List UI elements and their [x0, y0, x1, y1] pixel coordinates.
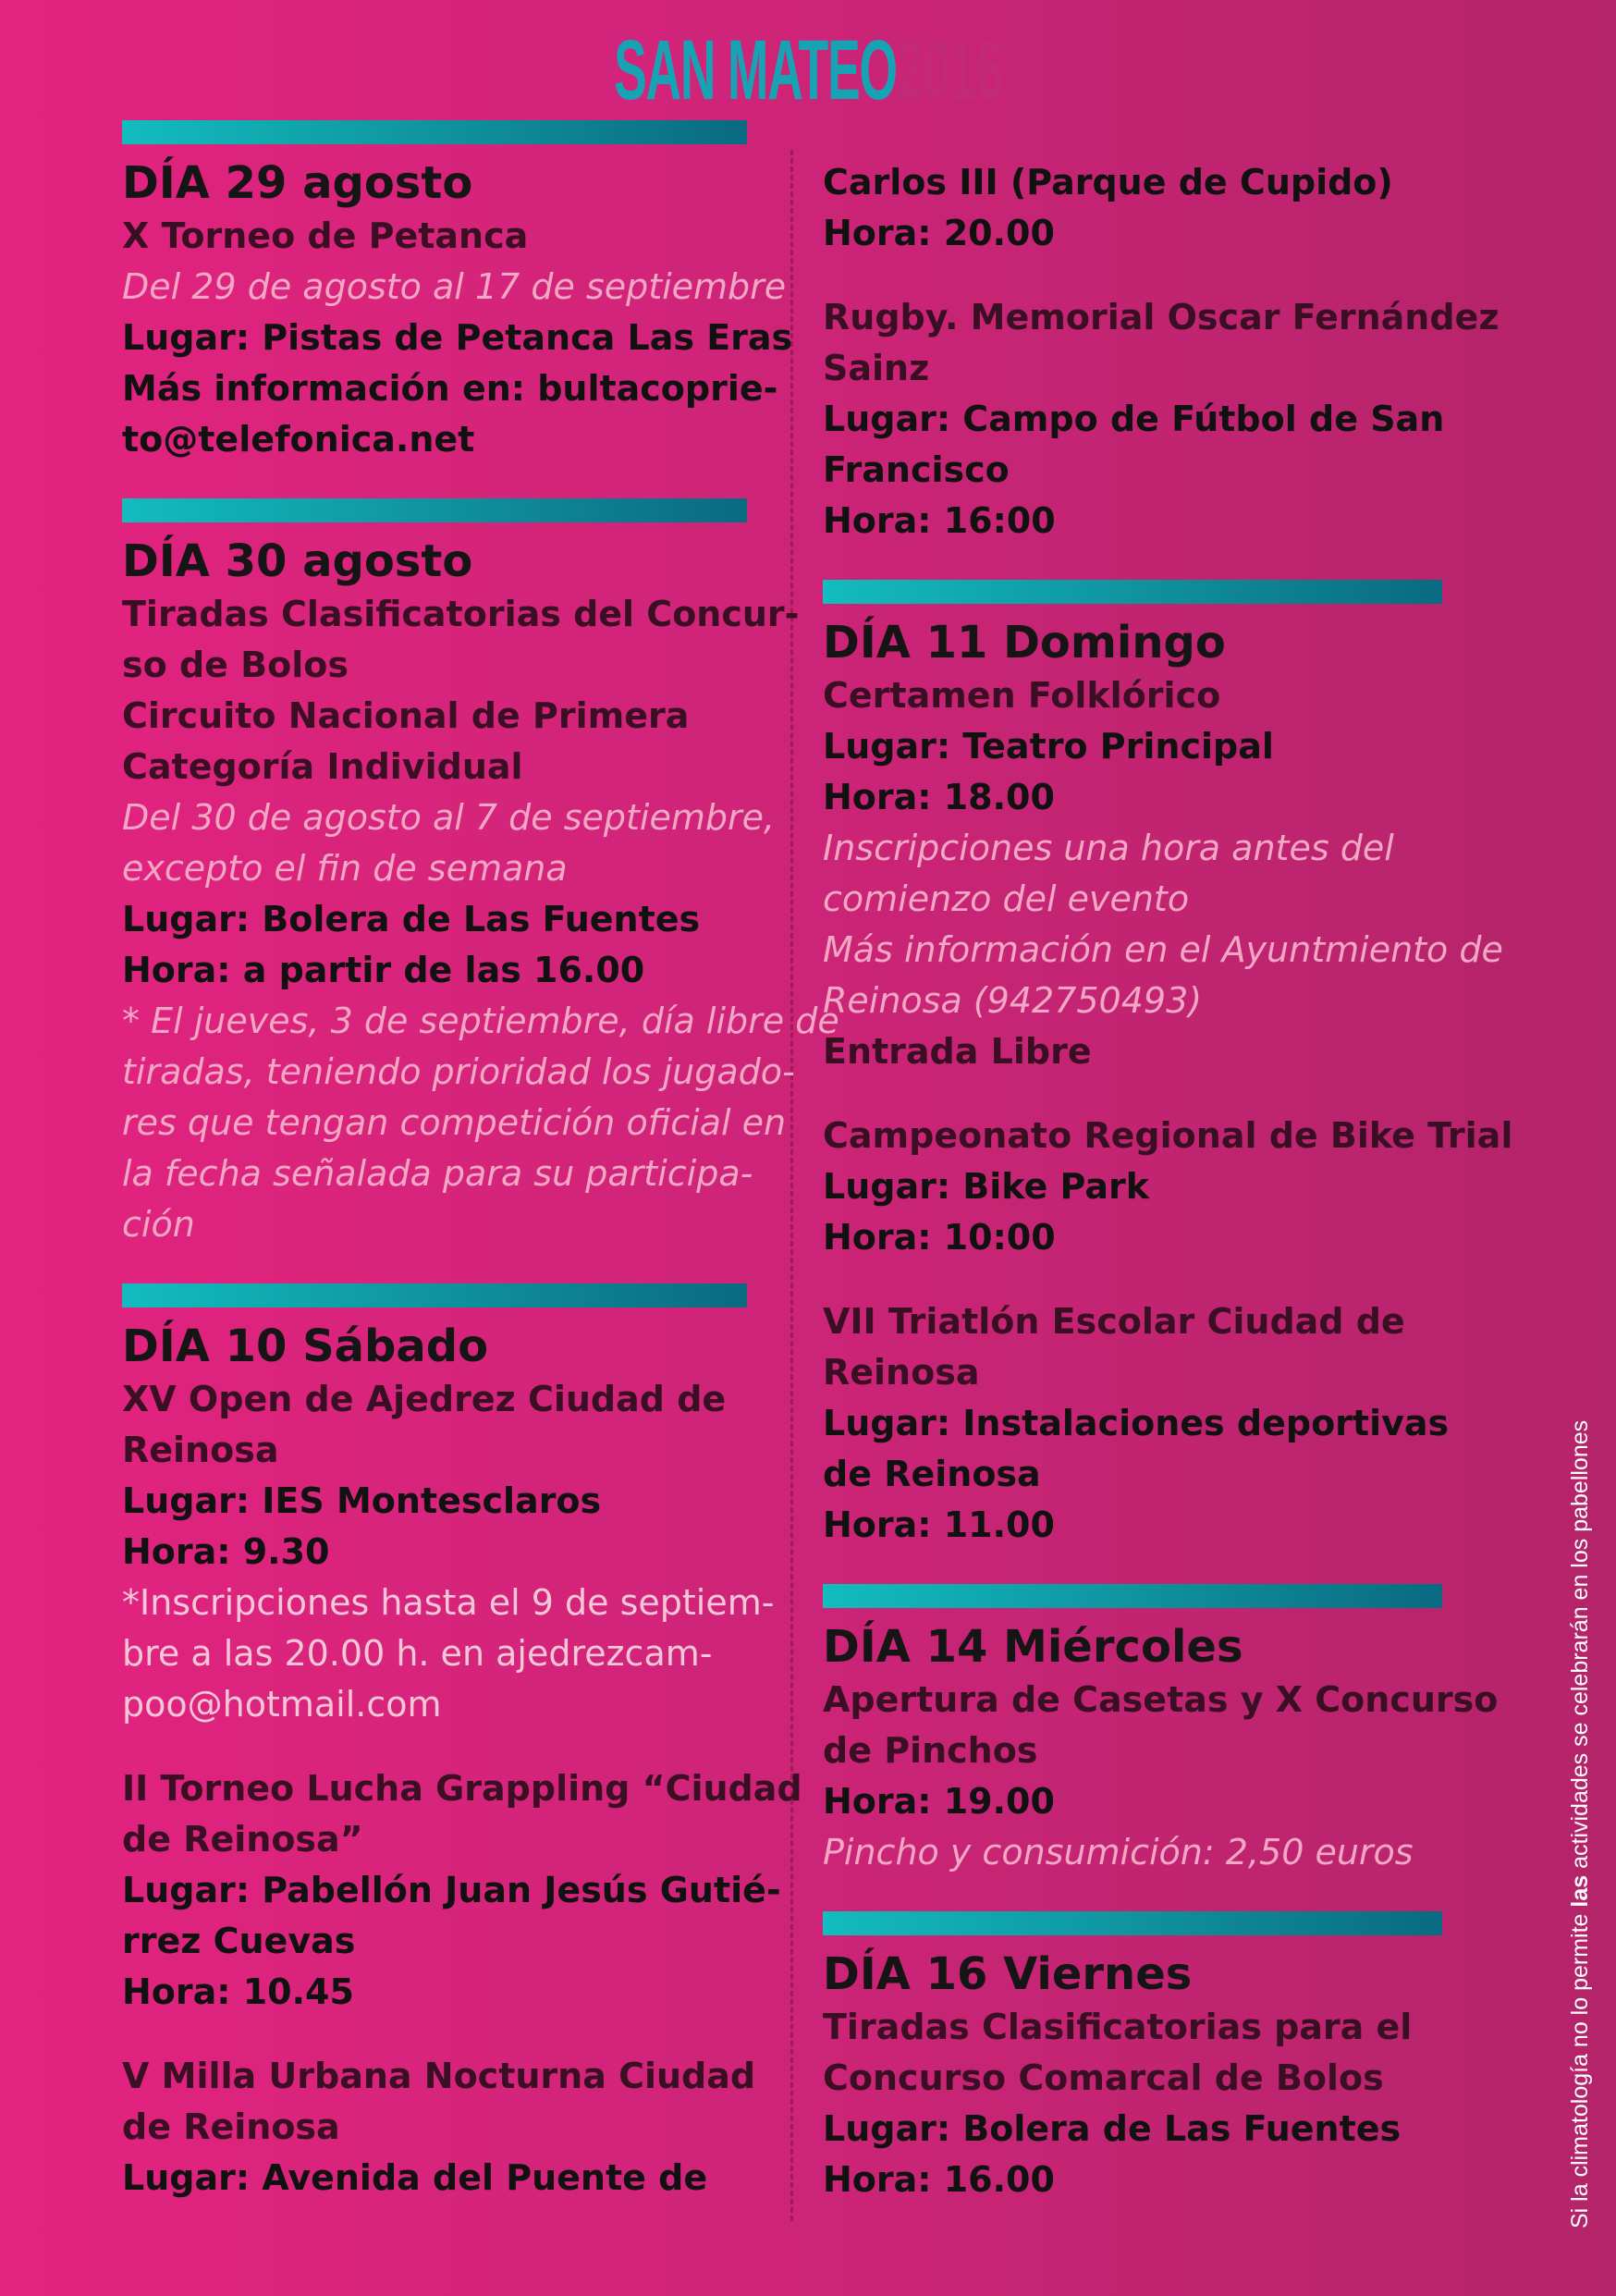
- event-line: Más información en: bultacoprie-: [122, 368, 778, 409]
- event-line: Francisco: [823, 449, 1010, 490]
- day-section: [823, 580, 1513, 1551]
- event-line: rrez Cuevas: [122, 1921, 356, 1961]
- event-line: Tiradas Clasificatorias del Concur-: [122, 594, 800, 634]
- brand-word-1: SAN MATEO: [614, 23, 897, 117]
- left-column: [122, 120, 839, 2237]
- event-line: de Pinchos: [823, 1730, 1038, 1771]
- event-line: Hora: 16.00: [823, 2159, 1055, 2200]
- event-line: tiradas, teniendo prioridad los jugado-: [122, 1051, 795, 1092]
- event-line: poo@hotmail.com: [122, 1684, 442, 1725]
- event-line: Inscripciones una hora antes del: [823, 828, 1394, 868]
- event-item: [823, 157, 1488, 259]
- event-item: [122, 2051, 769, 2204]
- event-line: Lugar: Pistas de Petanca Las Eras: [122, 317, 793, 358]
- day-heading: DÍA 29 agosto: [122, 157, 473, 209]
- section-bar: [823, 1584, 1442, 1608]
- event-line: so de Bolos: [122, 645, 349, 685]
- day-section: [823, 1911, 1488, 2205]
- day-section: [122, 498, 839, 1250]
- event-item: [122, 1763, 802, 2018]
- event-line: la fecha señalada para su participa-: [122, 1153, 753, 1194]
- column-divider: [790, 150, 793, 2221]
- event-line: Lugar: Teatro Principal: [823, 726, 1274, 767]
- event-line: Lugar: Bike Park: [823, 1166, 1150, 1207]
- day-section: [122, 1283, 802, 2204]
- event-line: Lugar: Bolera de Las Fuentes: [823, 2108, 1402, 2149]
- event-line: excepto el fin de semana: [122, 848, 568, 889]
- day-heading: DÍA 16 Viernes: [823, 1948, 1193, 2000]
- event-line: Pincho y consumición: 2,50 euros: [823, 1832, 1414, 1872]
- event-line: de Reinosa: [122, 2106, 340, 2147]
- event-line: Hora: 19.00: [823, 1781, 1055, 1822]
- event-item: [122, 589, 839, 1250]
- event-line: Más información en el Ayuntmiento de: [823, 929, 1503, 970]
- event-line: ción: [122, 1204, 195, 1245]
- side-note: [1564, 1304, 1596, 2228]
- event-line: Hora: 9.30: [122, 1531, 330, 1572]
- day-heading: DÍA 11 Domingo: [823, 617, 1226, 669]
- day-heading: DÍA 10 Sábado: [122, 1320, 489, 1372]
- event-line: Tiradas Clasificatorias para el: [823, 2007, 1413, 2047]
- event-line: Sainz: [823, 348, 930, 388]
- event-line: * El jueves, 3 de septiembre, día libre de: [122, 1001, 839, 1041]
- event-line: to@telefonica.net: [122, 419, 475, 460]
- side-note-part3: actividades se celebrarán en los pabellones: [1567, 1419, 1593, 1875]
- event-line: Categoría Individual: [122, 746, 523, 787]
- event-line: Hora: 20.00: [823, 213, 1055, 253]
- event-line: Reinosa (942750493): [823, 980, 1203, 1021]
- event-line: Del 29 de agosto al 17 de septiembre: [122, 266, 787, 307]
- event-line: de Reinosa”: [122, 1819, 363, 1860]
- event-line: Del 30 de agosto al 7 de septiembre,: [122, 797, 776, 838]
- event-line: Carlos III (Parque de Cupido): [823, 162, 1393, 203]
- event-line: Hora: 10.45: [122, 1971, 354, 2012]
- event-item: [823, 1111, 1513, 1263]
- event-item: [823, 2002, 1488, 2205]
- event-line: II Torneo Lucha Grappling “Ciudad: [122, 1768, 802, 1809]
- event-line: VII Triatlón Escolar Ciudad de: [823, 1301, 1405, 1342]
- event-line: Concurso Comarcal de Bolos: [823, 2057, 1384, 2098]
- event-line: Lugar: Bolera de Las Fuentes: [122, 899, 701, 939]
- event-line: de Reinosa: [823, 1454, 1041, 1494]
- section-bar: [823, 580, 1442, 604]
- event-line: Rugby. Memorial Oscar Fernández: [823, 297, 1500, 338]
- right-column: [823, 157, 1513, 2239]
- day-heading: DÍA 14 Miércoles: [823, 1621, 1243, 1673]
- event-line: Campeonato Regional de Bike Trial: [823, 1115, 1513, 1156]
- event-line: Lugar: Pabellón Juan Jesús Gutié-: [122, 1870, 781, 1910]
- day-heading: DÍA 30 agosto: [122, 535, 473, 587]
- event-line: Circuito Nacional de Primera: [122, 695, 690, 736]
- event-item: [122, 1374, 775, 1730]
- event-line: comienzo del evento: [823, 878, 1190, 919]
- continued-section: [823, 157, 1500, 546]
- event-line: X Torneo de Petanca: [122, 215, 529, 256]
- event-line: *Inscripciones hasta el 9 de septiem-: [122, 1582, 775, 1623]
- event-item: [823, 670, 1503, 1077]
- brand-word-2: 2016: [896, 23, 1002, 117]
- event-item: [823, 1675, 1499, 1878]
- event-line: Lugar: Campo de Fútbol de San: [823, 399, 1445, 439]
- event-item: [122, 211, 793, 465]
- event-line: Reinosa: [823, 1352, 980, 1393]
- event-line: Lugar: Instalaciones deportivas: [823, 1403, 1450, 1443]
- section-bar: [122, 120, 747, 144]
- event-line: bre a las 20.00 h. en ajedrezcam-: [122, 1633, 713, 1674]
- event-line: Hora: 16:00: [823, 500, 1056, 541]
- event-item: [823, 1296, 1488, 1551]
- event-line: Hora: 18.00: [823, 777, 1055, 817]
- section-bar: [823, 1911, 1442, 1935]
- event-item: [823, 292, 1500, 546]
- section-bar: [122, 1283, 747, 1308]
- event-line: Lugar: IES Montesclaros: [122, 1480, 602, 1521]
- section-bar: [122, 498, 747, 522]
- event-line: Hora: 10:00: [823, 1217, 1056, 1258]
- event-line: Apertura de Casetas y X Concurso: [823, 1679, 1499, 1720]
- event-line: Entrada Libre: [823, 1031, 1092, 1072]
- event-line: Hora: a partir de las 16.00: [122, 950, 645, 990]
- side-note-part1: Si la climatología no lo permite: [1567, 1907, 1593, 2228]
- event-line: Reinosa: [122, 1430, 279, 1470]
- event-line: Hora: 11.00: [823, 1504, 1055, 1545]
- day-section: [823, 1584, 1499, 1878]
- event-line: XV Open de Ajedrez Ciudad de: [122, 1379, 727, 1419]
- brand-title: [339, 24, 1277, 117]
- event-line: res que tengan competición oficial en: [122, 1102, 787, 1143]
- event-line: Certamen Folklórico: [823, 675, 1221, 716]
- event-line: V Milla Urbana Nocturna Ciudad: [122, 2056, 756, 2096]
- side-note-part2: las: [1567, 1874, 1593, 1908]
- day-section: [122, 120, 793, 465]
- event-line: Lugar: Avenida del Puente de: [122, 2157, 708, 2198]
